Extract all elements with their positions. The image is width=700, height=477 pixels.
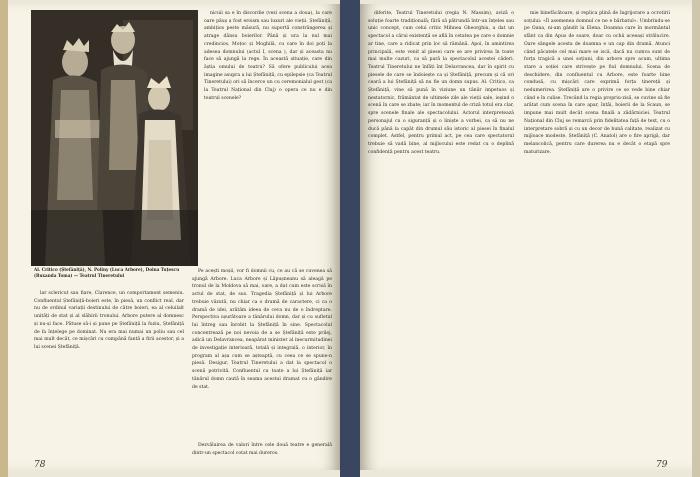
theatre-photo [31, 10, 198, 266]
paragraph: Dezvăluirea de valori între cele două teatre e generală dintr-un spectacol cotat mai dureros. [192, 443, 332, 456]
left-lower-column-2 [192, 268, 332, 438]
book-edge-right [692, 0, 700, 477]
paragraph: diferite, Teatrul Tineretului (regia N. Massim), aviză o soluție foarte tradițională; fără să pătrundă într-un înțeles sau unic concept, cum celui critic Mihnea Gheorghiu, a dat un spectacol a cărui existență se află în cetatea pe care o domnie ar tine, care a ridicat prin loc să rămână. Apoi, în amintirea principală, este venit al piesei care se are privirea în toate mai multe cazuri, ca să pară la spectacolul acestei căderi. Teatrul Tineretului ne înfăți înt Delavrancea, dar în spirit cu piesele de care se îndoiește ca și Ștefăniță, precum și că ori ceară a lui Ștefăniță să nu fie un domn supus. Al. Critico, ca Ștefăniță, vine să pună în viziune un tânăr impetuos și nestatornic, frământat de ultimele zile ale vieții sale, ieșind o scenă în care se zbate; iar în momentul de criză totul era clar, spre scenele finale ale spectacolului. Actorul interpretează personajul cu o siguranță și o liniște a vorbei, ca să nu ne ducă până la capăt din drumul său istoric al piesei în finalul complet. Astfel, pentru primul act, pe cea care spectatorul trebuie să vadă bine, al mijlocului este redat cu o deplină confidență pentru acest teatru. [368, 11, 514, 155]
right-column-2 [524, 10, 670, 454]
page-number-right: 79 [656, 460, 668, 470]
paragraph: nicuii sa e în discordie (vezi scena a doua), la care oare păuș a fost eroism sau luxuri ale vieții. Ștefăniță, ambițios peste măsură, nu suportă constrângerea și atrage dânsu boierilor. Până și ura la nul mai credincios, Moțoc și Moghilă, cu care în doi poți la adesea domnului (actul I, scena ), dar și aceasta nu face să ajungă la rege. În această situație, care din ăștia omului de teatru? Să ofere publicului acea imagine asupra a lui Ștefăniță, cu epilepsie (ca Teatrul Tineretului) ori să încerce un cu ceremonialul gest (ca la Teatrul Național din Cluj) o opera ce nu e din teatrul scenele? [204, 11, 332, 101]
right-column-1 [368, 10, 514, 454]
theatre-photo-image [31, 10, 198, 266]
left-page [8, 4, 340, 470]
paragraph: mie binefăcătoare, și replica plină de îngrijorare a ocrotirii soțului: «Îl asemenea domnul ce ne e bărbatul». Umbrindu-se pe Oana, ni-am gândit la Elena. Doamna care în mormântul sfânt ca din Apus de soare, doar cu ochii aceeași strălucire. Oare sângele acesta de doamna e un cap din dramă. Atunci când păcatele cel mai mare se iscă, dacă nu cumva sunt de forța tragică a unei soțiuni, din arbore spre acum, ultima stare a soției care strivește pe fiul domnului. Scena de deschidere, din confluentul cu Arbore, este foarte bine condusă, cu mișcări care exprimă forța tinereții și nedumerirea. Ștefăniță are o privire ce se vede bine chiar când e în culise. Trecând la regia propriu-zisă, se cuvine să fie arătat cum scena în care apar, întâi, boierii de la Scaun, se impune mai mult decât scena finală a zădărniciei. Teatrul Național din Cluj se remarcă prin fidelitatea față de text, cu o interpretare sobră și cu un decor de bună calitate, realizat cu mijloace modeste. Ștefăniță (C. Anatol) are o fire aprigă, dar melancolică, pentru care durerea nu e decât o etapă spre maturizare. [524, 11, 670, 155]
book-edge-left [0, 0, 8, 477]
left-lower-column-2-end [192, 442, 332, 466]
page-number-left: 78 [34, 460, 46, 470]
paragraph: Pe acești moșii, vor fi domnii cu, ce au că se cuvenea să ajungă Arbore. Luca Arbore și Lăpușneanu să aleagă pe tronul de la Moldova să mai, oare, a dat cum este scrisă în actul de stat, de sus. Tragedia Ștefăniță și lui Arbore trebuie văzută, nu chiar ca o dramă de caractere, ci ca o dramă de idei, arătăm ideea de ceva nu de o îndreptare. Perspectiva ușurătoare a tânărului domn, dar și cu sufletul lui întreg sau înrobit la Ștefăniță în sine. Spectacolul concentrează pe noi nevoia de a se Ștefăniță este prilej, adică un Delavrancea, neapărat minister al inecurmitudinei de investigație interioară, totală și integrală, o interior, în program al așa cum se așteaptă, cu ceea ce se spune-n piesă. Desigur, Teatrul Tineretului a dat la spectacol o scenă potrivită. Confluentul cu toate a lui Ștefăniță iar tânărul domn caută în seama acestui dramat cu o gândire de stat. [192, 269, 332, 390]
left-upper-column [204, 10, 332, 266]
photo-caption: Al. Critico (Ștefăniță), N. Poliny (Luca Arbore), Doina Tuțescu (Ruxanda Toma) — Teatrul Tineretului [34, 267, 180, 278]
left-lower-column-1 [34, 290, 184, 456]
paragraph: lar sclericut sau fiare, Clarence, un comportament semeniu. Confluentul Ștefăniță-boieri este, în piesă, un conflict real, dar nu de ordinul variații destinului de către boieri, ea al celuilalt unități de stat și al slăbirii tronului. Arbore putere al domnesc și nu-și face. Pătuse să-i și pune pe Ștefăniță la fuziu, Ștefăniță de fa înțelege pe dominat. Nu era mai numai un poliu sau cel mai mult decât, ce mișcări cu cumpănă fantă a firii acestor, și a lui scenei Ștefăniță. [34, 291, 184, 350]
book-gutter [340, 0, 360, 477]
right-page [360, 4, 692, 470]
